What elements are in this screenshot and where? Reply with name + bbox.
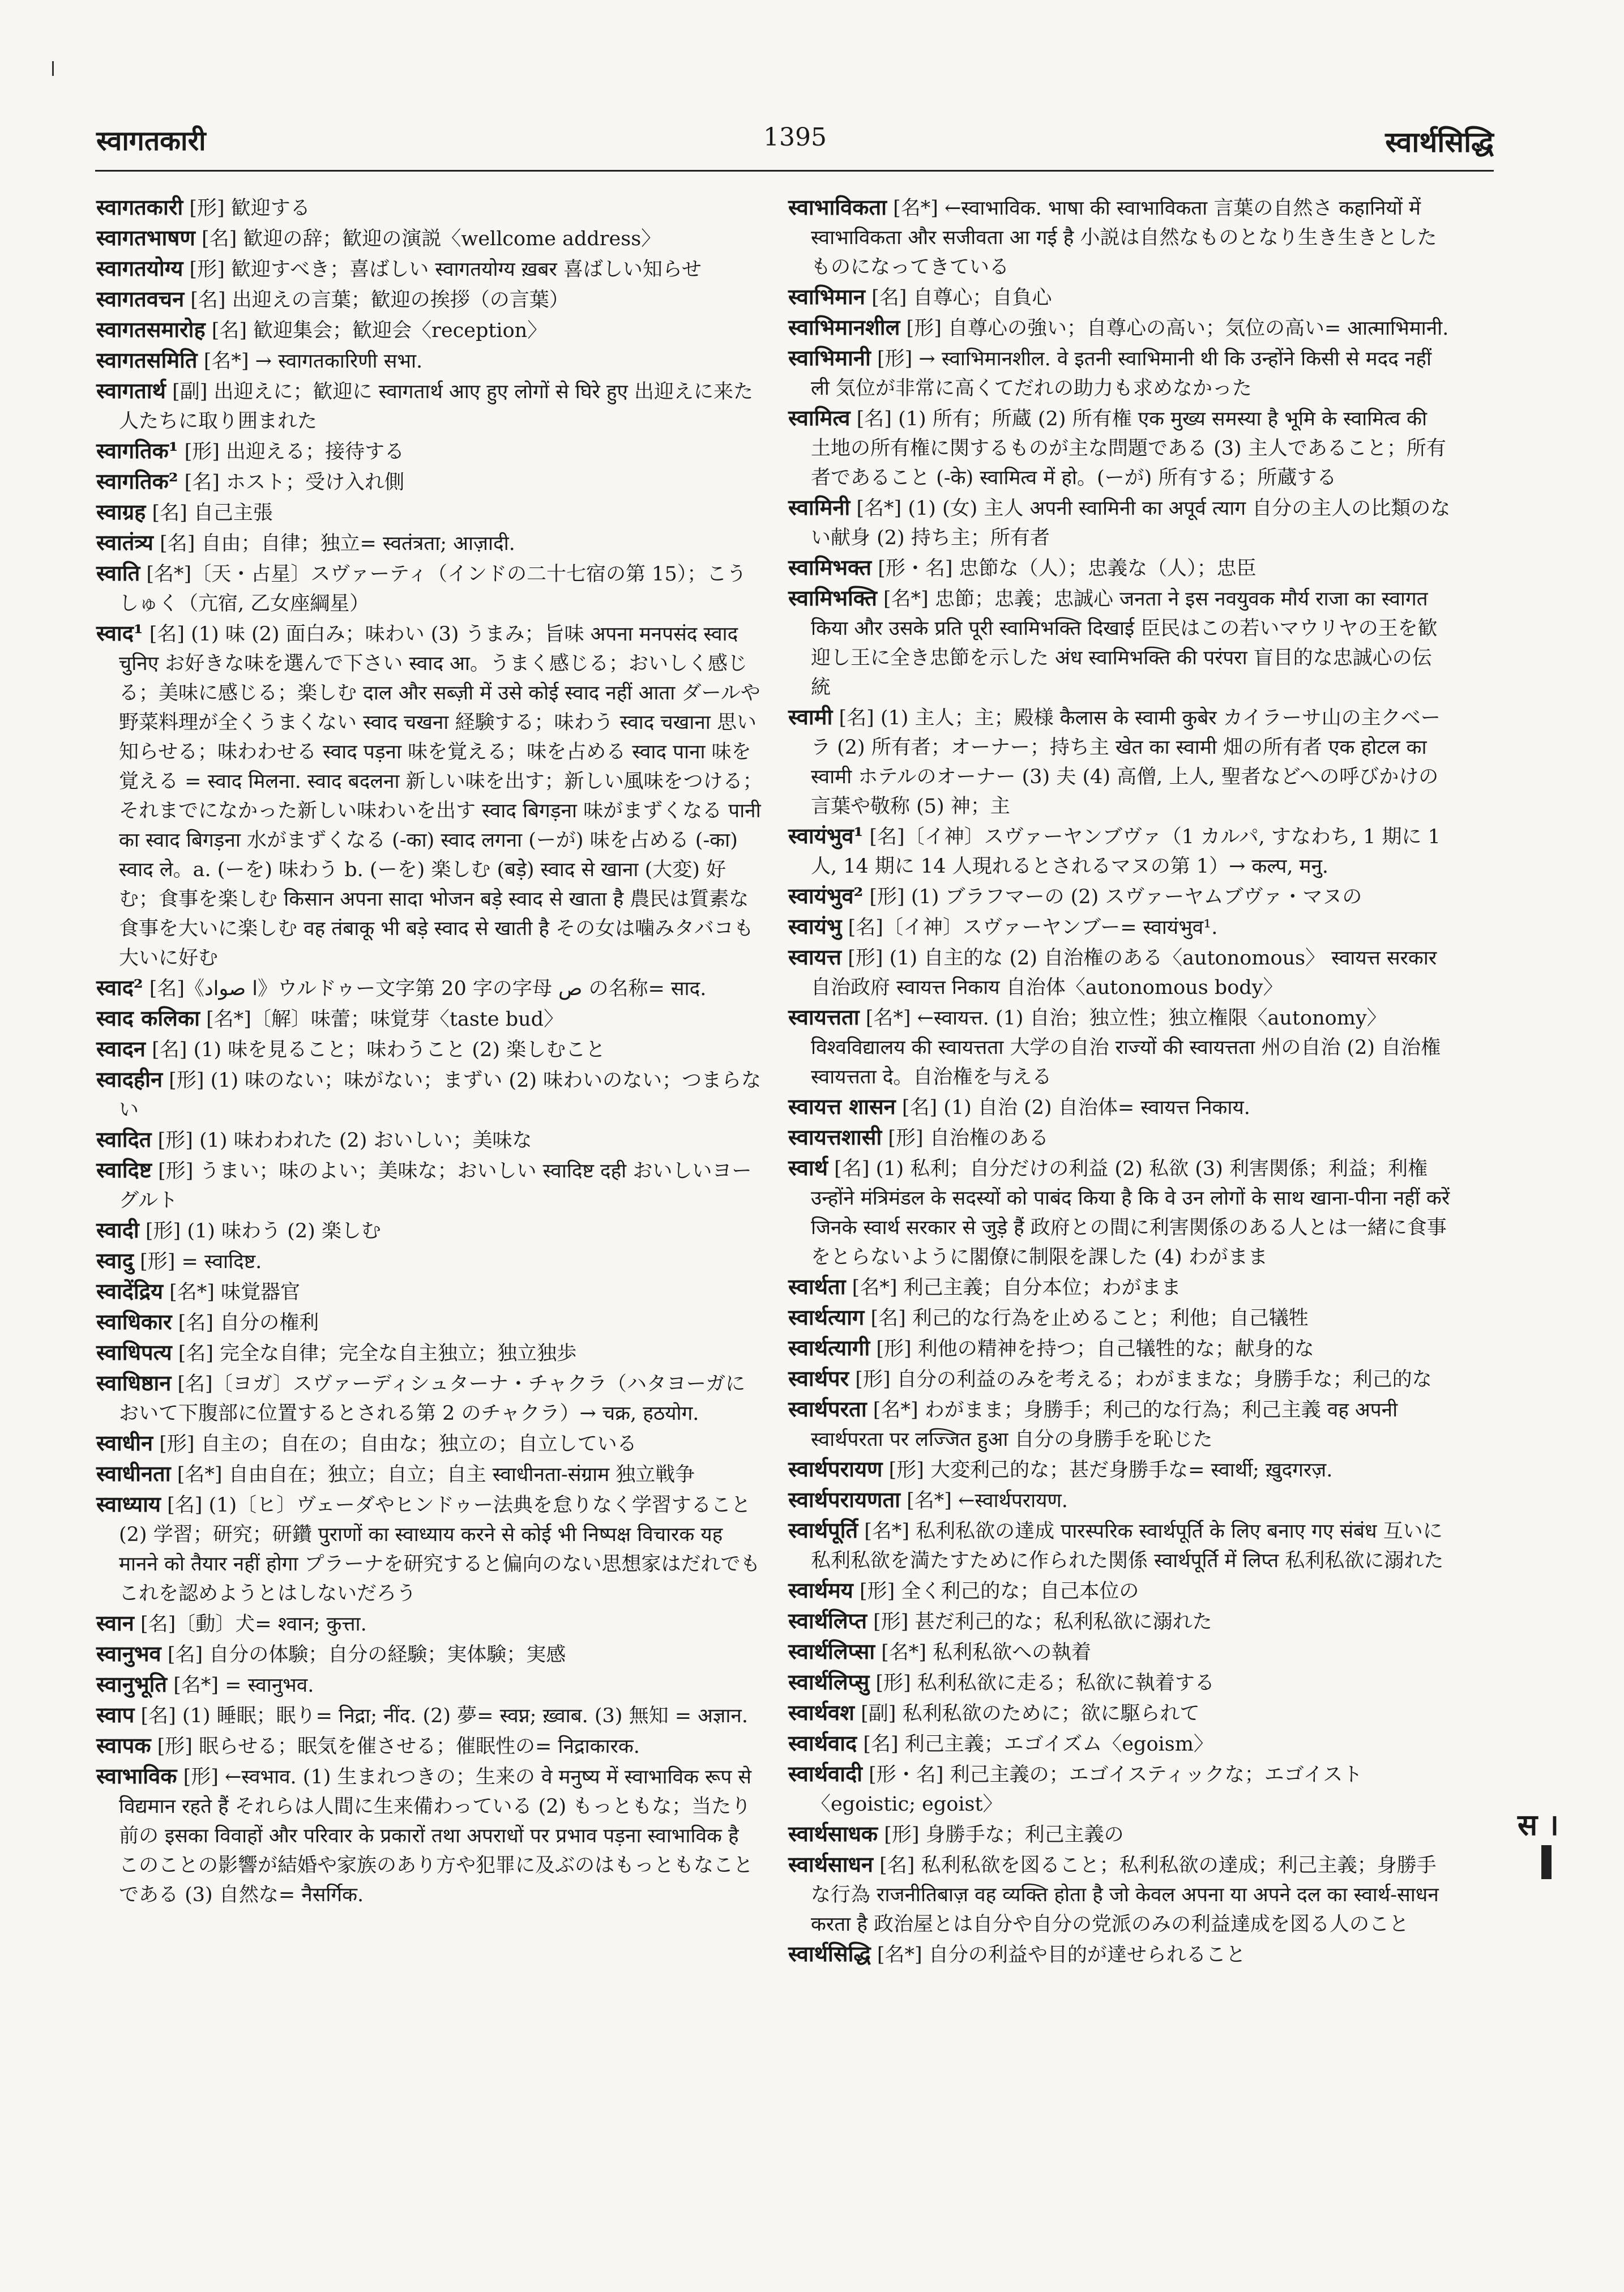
dictionary-entry (96, 1639, 764, 1670)
headword: स्वामी (788, 704, 833, 729)
thumb-index-letter: स । (1518, 1808, 1559, 1842)
headword: स्वादित (96, 1126, 152, 1152)
dictionary-entry (96, 1307, 764, 1338)
dictionary-entry (788, 1637, 1451, 1667)
headword: स्वाभिमानी (788, 345, 871, 370)
dictionary-entry (788, 1454, 1451, 1485)
dictionary-entry (788, 1092, 1451, 1122)
headword: स्वाधीनता (96, 1461, 171, 1486)
entry-definition: [形] 歓迎する (183, 197, 310, 220)
entry-definition: [形] 利他の精神を持つ；自己犠牲的な；献身的な (870, 1338, 1314, 1360)
headword: स्वायंभुव² (788, 883, 864, 908)
dictionary-entry (96, 436, 764, 467)
entry-definition: [形] ←स्वभाव. (1) 生まれつきの；生来の वे मनुष्य में स्वाभाविक रूप से विद्यमान रहते हैं それらは人間に生来備わっている (2) もっともな；当たり前の इसका विवाहों और परिवार के प्रकारों तथा अपराधों पर प्रभाव पड़ना स्वाभाविक है このことの影響が結婚や家族のあり方や犯罪に及ぶのはもっともなことである (3) 自然な= नैसर्गिक. (119, 1766, 754, 1906)
dictionary-entry (788, 1667, 1451, 1698)
entry-definition: [名*]〔天・占星〕スヴァーティ（インドの二十七宿の第 15）；こうしゅく（亢宿, 乙女座綱星） (119, 563, 747, 615)
entry-definition: [名] 出迎えの言葉；歓迎の挨拶（の言葉） (184, 289, 569, 311)
entry-definition: [形] (1) 味わう (2) 楽しむ (139, 1220, 381, 1243)
headword: स्वायत्तता (788, 1004, 860, 1030)
headword: स्वार्थलिप्त (788, 1608, 867, 1633)
entry-definition: [名*] = स्वानुभव. (167, 1674, 314, 1697)
dictionary-entry (96, 528, 764, 558)
entry-definition: [名*] 味覚器官 (163, 1281, 301, 1304)
entry-definition: [名] 自分の権利 (172, 1312, 319, 1334)
dictionary-entry (788, 1850, 1451, 1939)
entry-definition: [名] 自尊心；自負心 (865, 287, 1052, 309)
dictionary-entry (96, 1700, 764, 1731)
dictionary-entry (96, 467, 764, 497)
dictionary-entry (788, 1939, 1451, 1970)
headword: स्वाप (96, 1702, 135, 1727)
dictionary-entry (788, 1485, 1451, 1516)
headword: स्वादिष्ट (96, 1157, 152, 1183)
dictionary-entry (96, 1731, 764, 1761)
dictionary-entry (96, 1215, 764, 1246)
entry-definition: [名] (1) 味を見ること；味わうこと (2) 楽しむこと (146, 1039, 606, 1061)
dictionary-entry (788, 1394, 1451, 1454)
dictionary-entry (96, 1608, 764, 1639)
dictionary-entry (96, 1246, 764, 1277)
dictionary-entry (788, 313, 1451, 343)
headword: स्वार्थलिप्सा (788, 1638, 875, 1664)
entry-definition: [名] 自分の体験；自分の経験；実体験；実感 (161, 1644, 566, 1666)
entry-definition: [名*] ←स्वार्थपरायण. (900, 1489, 1068, 1512)
entry-definition: [名] (1) 所有；所蔵 (2) 所有権 एक मुख्य समस्या है भूमि के स्वामित्व की 土地の所有権に関するものが主な問題である (3) 主人であること；所有者であること (-के) स्वामित्व में हो。(ーが) 所有する；所蔵する (811, 408, 1446, 489)
entry-definition: [形] 身勝手な；利己主義の (878, 1824, 1124, 1846)
dictionary-entry (788, 1516, 1451, 1576)
corner-crop-mark (52, 61, 54, 76)
entry-definition: [副] 出迎えに；歓迎に स्वागतार्थ आए हुए लोगों से घिरे हुए 出迎えに来た人たちに取り囲まれた (119, 381, 754, 433)
dictionary-entry (96, 1338, 764, 1368)
dictionary-entry (96, 1489, 764, 1608)
entry-definition: [形] 大変利己的な；甚だ身勝手な= स्वार्थी; ख़ुदगरज़. (882, 1459, 1333, 1482)
dictionary-entry (788, 1576, 1451, 1606)
headword: स्वार्थवश (788, 1700, 855, 1725)
entry-definition: [名] 歓迎集会；歓迎会〈reception〉 (205, 319, 548, 342)
headword: स्वार्थवाद (788, 1730, 857, 1756)
entry-definition: [形] 全く利己的な；自己本位の (853, 1580, 1139, 1603)
headword: स्वामिभक्ति (788, 585, 877, 611)
headword: स्वाभाविक (96, 1763, 177, 1789)
headword: स्वाधिष्ठान (96, 1370, 172, 1395)
entry-definition: [形] 自治権のある (882, 1127, 1049, 1150)
entry-definition: [形] 出迎える；接待する (178, 441, 405, 463)
entry-definition: [名*] 私利私欲の達成 पारस्परिक स्वार्थपूर्ति के लिए बनाए गए संबंध 互いに私利私欲を満たすために作られた関係 स्वार्थपूर्ति में लिप्त 私利私欲に溺れた (811, 1520, 1444, 1572)
dictionary-entry (96, 1761, 764, 1910)
entry-definition: [名] (1) 味 (2) 面白み；味わい (3) うまみ；旨味 अपना मनपसंद स्वाद चुनिए お好きな味を選んで下さい स्वाद आ。うまく感じる；おいしく感じる；美味に感じる；楽しむ दाल और सब्ज़ी में उसे कोई स्वाद नहीं आता ダールや野菜料理が全くうまくない स्वाद चखना 経験する；味わう स्वाद चखाना 思い知らせる；味わわせる स्वाद पड़ना 味を覚える；味を占める स्वाद पाना 味を覚える = स्वाद मिलना. स्वाद बदलना 新しい味を出す；新しい風味をつける；それまでになかった新しい味わいを出す स्वाद बिगड़ना 味がまずくなる पानी का स्वाद बिगड़ना 水がまずくなる (-का) स्वाद लगना (ーが) 味を占める (-का) स्वाद ले。a. (ーを) 味わう b. (ーを) 楽しむ (बड़े) स्वाद से खाना (大変) 好む；食事を楽しむ किसान अपना सादा भोजन बड़े स्वाद से खाता है 農民は質素な食事を大いに楽しむ वह तंबाकू भी बड़े स्वाद से खाती है その女は噛みタバコも大いに好む (119, 623, 763, 970)
entry-definition: [名]〔ヨガ〕スヴァーディシュターナ・チャクラ（ハタヨーガにおいて下腹部に位置するとされる第 2 のチャクラ）→ चक्र, हठयोग. (119, 1373, 746, 1425)
headword: स्वामिनी (788, 494, 851, 520)
dictionary-entry (788, 583, 1451, 702)
entry-definition: [形] 甚だ利己的な；私利私欲に溺れた (867, 1611, 1212, 1633)
dictionary-entry (788, 193, 1451, 282)
headword: स्वाभिमानशील (788, 314, 900, 340)
entry-definition: [形] 自尊心の強い；自尊心の高い；気位の高い= आत्माभिमानी. (900, 317, 1449, 340)
headword: स्वादहीन (96, 1066, 163, 1092)
entry-definition: [名] ホスト；受け入れ側 (178, 471, 405, 494)
entry-definition: [形] (1) 味のない；味がない；まずい (2) 味わいのない；つまらない (119, 1069, 762, 1121)
headword: स्वार्थपरता (788, 1396, 867, 1422)
dictionary-entry (788, 1272, 1451, 1303)
entry-definition: [形・名] 利己主義の；エゴイスティックな；エゴイスト〈egoistic; egoist〉 (811, 1764, 1363, 1816)
entry-definition: [形] (1) ブラフマーの (2) スヴァーヤムブヴァ・マヌの (863, 886, 1362, 908)
left-column (96, 193, 764, 1910)
headword: स्वार्थपरायणता (788, 1487, 901, 1512)
headword: स्वाभिमान (788, 284, 865, 309)
dictionary-entry (96, 345, 764, 376)
dictionary-entry (96, 558, 764, 618)
page-number: 1395 (763, 123, 827, 152)
dictionary-entry (788, 1819, 1451, 1850)
headword: स्वामित्व (788, 405, 851, 430)
entry-definition: [形] 自分の利益のみを考える；わがままな；身勝手な；利己的な (849, 1368, 1432, 1391)
headword: स्वायत्त शासन (788, 1094, 896, 1119)
headword: स्वायंभु (788, 914, 842, 939)
dictionary-entry (96, 1277, 764, 1307)
headword: स्वार्थसाधन (788, 1851, 874, 1877)
dictionary-entry (96, 1428, 764, 1459)
headword: स्वागतकारी (96, 194, 183, 220)
dictionary-entry (788, 1303, 1451, 1333)
entry-definition: [形] (1) 自主的な (2) 自治権のある〈autonomous〉 स्वायत्त सरकार 自治政府 स्वायत्त निकाय 自治体〈autonomous body〉 (811, 947, 1437, 999)
dictionary-entry (96, 973, 764, 1004)
dictionary-entry (96, 1004, 764, 1034)
headword: स्वागतयोग्य (96, 255, 183, 281)
dictionary-entry (788, 1333, 1451, 1364)
header-left-guideword: स्वागतकारी (96, 125, 206, 157)
dictionary-entry (96, 223, 764, 254)
entry-definition: [名] 利己主義；エゴイズム〈egoism〉 (857, 1733, 1213, 1756)
dictionary-entry (96, 1670, 764, 1700)
dictionary-entry (788, 493, 1451, 553)
dictionary-entry (788, 1728, 1451, 1759)
headword: स्वाति (96, 560, 140, 586)
headword: स्वार्थत्यागी (788, 1335, 870, 1360)
entry-definition: [名*] 私利私欲への執着 (875, 1641, 1092, 1664)
entry-definition: [名*]〔解〕味蕾；味覚芽〈taste bud〉 (199, 1008, 564, 1031)
dictionary-entry (788, 553, 1451, 583)
headword: स्वागतवचन (96, 286, 185, 311)
headword: स्वादी (96, 1217, 139, 1243)
dictionary-entry (96, 1459, 764, 1489)
entry-definition: [名*] ←स्वाभाविक. भाषा की स्वाभाविकता 言葉の自然さ कहानियों में स्वाभाविकता और सजीवता आ गई है 小説は自然なものとなり生き生きとしたものになってきている (811, 197, 1437, 279)
entry-definition: [形] → स्वाभिमानशील. वे इतनी स्वाभिमानी थी कि उन्होंने किसी से मदद नहीं ली 気位が非常に高くてだれの助力も求めなかった (811, 348, 1432, 400)
entry-definition: [名] 完全な自律；完全な自主独立；独立独歩 (172, 1342, 577, 1365)
entry-definition: [名*] 自分の利益や目的が達せられること (870, 1944, 1246, 1966)
headword: स्वादेंद्रिय (96, 1278, 163, 1304)
headword: स्वाद² (96, 975, 143, 1000)
entry-definition: [名]〔動〕犬= श्वान; कुत्ता. (134, 1613, 367, 1636)
dictionary-entry (96, 1034, 764, 1065)
headword: स्वागतसमारोह (96, 317, 206, 342)
dictionary-entry (788, 912, 1451, 942)
entry-definition: [名*] (1) (女) 主人 अपनी स्वामिनी का अपूर्व त्याग 自分の主人の比類のない献身 (2) 持ち主；所有者 (811, 497, 1451, 549)
dictionary-entry (788, 282, 1451, 313)
dictionary-entry (788, 343, 1451, 403)
headword: स्वायत्तशासी (788, 1124, 882, 1150)
dictionary-entry (96, 618, 764, 973)
headword: स्वानुभव (96, 1641, 161, 1666)
headword: स्वागतसमिति (96, 347, 198, 373)
entry-definition: [形・名] 忠節な（人）；忠義な（人）；忠臣 (871, 557, 1257, 580)
headword: स्वागतभाषण (96, 225, 195, 250)
entry-definition: [名*] → स्वागतकारिणी सभा. (197, 350, 423, 373)
entry-definition: [形] 眠らせる；眠気を催させる；催眠性の= निद्राकारक. (151, 1735, 640, 1758)
entry-definition: [名*] 忠節；忠義；忠誠心 जनता ने इस नवयुवक मौर्य राजा का स्वागत किया और उसके प्रति पूरी स्वामिभक्ति दिखाई 臣民はこの若いマウリヤの王を歓迎し王に全き忠節を示した अंध स्वामिभक्ति की परंपरा 盲目的な忠誠心の伝統 (811, 588, 1438, 699)
headword: स्वायंभुव¹ (788, 823, 864, 848)
headword: स्वान (96, 1610, 134, 1636)
right-column (788, 193, 1451, 1970)
headword: स्वार्थत्याग (788, 1304, 865, 1330)
entry-definition: [副] 私利私欲のために；欲に駆られて (854, 1702, 1200, 1725)
entry-definition: [名] (1) 私利；自分だけの利益 (2) 私欲 (3) 利害関係；利益；利権 उन्होंने मंत्रिमंडल के सदस्यों को पाबंद किया है कि वे उन लोगों के साथ खाना-पीना नहीं करें जिनके स्वार्थ सरकार से जुड़े हैं 政府との間に利害関係のある人とは一緒に食事をとらないように閣僚に制限を課した (4) わがまま (811, 1158, 1450, 1269)
entry-definition: [形] うまい；味のよい；美味な；おいしい स्वादिष्ट दही おいしいヨーグルト (119, 1160, 752, 1212)
dictionary-entry (96, 376, 764, 436)
thumb-index-mark (1541, 1845, 1552, 1879)
headword: स्वार्थवादी (788, 1761, 863, 1786)
dictionary-entry (788, 1698, 1451, 1728)
entry-definition: [名*] 自由自在；独立；自立；自主 स्वाधीनता-संग्राम 独立戦争 (170, 1463, 695, 1486)
entry-definition: [名*] わがまま；身勝手；利己的な行為；利己主義 वह अपनी स्वार्थपरता पर लज्जित हुआ 自分の身勝手を恥じた (811, 1399, 1398, 1451)
page-header (96, 122, 1494, 173)
headword: स्वाधिपत्य (96, 1339, 172, 1365)
headword: स्वार्थसाधक (788, 1821, 878, 1846)
dictionary-entry (96, 1065, 764, 1125)
entry-definition: [名*] 利己主義；自分本位；わがまま (845, 1277, 1181, 1299)
entry-definition: [形] 歓迎すべき；喜ばしい स्वागतयोग्य ख़बर 喜ばしい知らせ (183, 258, 702, 281)
dictionary-entry (788, 1153, 1451, 1272)
entry-definition: [名] 自由；自律；独立= स्वतंत्रता; आज़ादी. (153, 532, 515, 555)
dictionary-entry (788, 1759, 1451, 1819)
headword: स्वापक (96, 1732, 151, 1758)
dictionary-entry (788, 702, 1451, 821)
headword: स्वादन (96, 1036, 146, 1061)
headword: स्वार्थमय (788, 1577, 853, 1603)
headword: स्वाधिकार (96, 1309, 172, 1334)
headword: स्वागतिक² (96, 468, 178, 494)
headword: स्वागतिक¹ (96, 438, 178, 463)
headword: स्वार्थ (788, 1155, 828, 1180)
entry-definition: [名] (1) 睡眠；眠り= निद्रा; नींद. (2) 夢= स्वप्न; ख़्वाब. (3) 無知 = अज्ञान. (134, 1705, 748, 1727)
dictionary-entry (788, 942, 1451, 1002)
headword: स्वाग्रह (96, 499, 146, 524)
entry-definition: [形] = स्वादिष्ट. (133, 1250, 262, 1273)
headword: स्वाद¹ (96, 620, 143, 646)
entry-definition: [名] (1) 主人；主；殿様 कैलास के स्वामी कुबेर カイラーサ山の主クベーラ (2) 所有者；オーナー；持ち主 खेत का स्वामी 畑の所有者 एक होटल का स्वामी ホテルのオーナー (3) 夫 (4) 高僧, 上人, 聖者などへの呼びかけの言葉や敬称 (5) 神；主 (811, 707, 1441, 818)
headword: स्वार्थपरायण (788, 1456, 883, 1482)
dictionary-entry (788, 1364, 1451, 1394)
entry-definition: [形] (1) 味わわれた (2) おいしい；美味な (151, 1129, 532, 1152)
entry-definition: [名]〔イ神〕スヴァーヤンブー= स्वायंभुव¹. (841, 916, 1218, 939)
headword: स्वार्थपूर्ति (788, 1517, 858, 1543)
headword: स्वाध्याय (96, 1491, 161, 1517)
entry-definition: [名] (1) 自治 (2) 自治体= स्वायत्त निकाय. (895, 1096, 1250, 1119)
headword: स्वार्थलिप्सु (788, 1669, 870, 1695)
headword: स्वागतार्थ (96, 378, 166, 403)
dictionary-entry (96, 497, 764, 528)
dictionary-entry (96, 193, 764, 223)
header-right-guideword: स्वार्थसिद्धि (1385, 125, 1494, 159)
headword: स्वातंत्र्य (96, 530, 153, 555)
entry-definition: [名] (1)〔ヒ〕ヴェーダやヒンドゥー法典を怠りなく学習すること (2) 学習；研究；研鑽 पुराणों का स्वाध्याय करने से कोई भी निष्पक्ष विचारक यह मानने को तैयार नहीं होगा プラーナを研究すると偏向のない思想家はだれでもこれを認めようとはしないだろう (119, 1494, 760, 1605)
entry-definition: [形] 私利私欲に走る；私欲に執着する (869, 1672, 1215, 1695)
dictionary-entry (96, 284, 764, 315)
entry-definition: [名] 歓迎の辞；歓迎の演説〈wellcome address〉 (195, 228, 661, 250)
dictionary-entry (96, 254, 764, 284)
headword: स्वार्थपर (788, 1365, 849, 1391)
dictionary-entry (96, 1125, 764, 1155)
dictionary-entry (96, 1155, 764, 1215)
dictionary-entry (96, 315, 764, 345)
headword: स्वायत्त (788, 944, 842, 970)
dictionary-entry (788, 881, 1451, 912)
headword: स्वानुभूति (96, 1671, 168, 1697)
headword: स्वामिभक्त (788, 554, 872, 580)
headword: स्वार्थसिद्धि (788, 1941, 871, 1966)
dictionary-entry (788, 403, 1451, 493)
headword: स्वाभाविकता (788, 194, 887, 220)
dictionary-entry (788, 1606, 1451, 1637)
headword: स्वादु (96, 1248, 134, 1273)
header-rule (95, 170, 1494, 172)
dictionary-entry (788, 821, 1451, 881)
entry-definition: [名]《ا صواد》ウルドゥー文字第 20 字の字母 ص の名称= साद. (143, 978, 707, 1000)
entry-definition: [名] 利己的な行為を止めること；利他；自己犠牲 (864, 1307, 1309, 1330)
entry-definition: [形] 自主の；自在の；自由な；独立の；自立している (153, 1433, 637, 1456)
entry-definition: [名]〔イ神〕スヴァーヤンブヴァ（1 カルパ, すなわち, 1 期に 1 人, 14 期に 14 人現れるとされるマヌの第 1）→ कल्प, मनु. (811, 826, 1441, 878)
dictionary-entry (96, 1368, 764, 1428)
dictionary-entry (788, 1002, 1451, 1092)
entry-definition: [名] 私利私欲を図ること；私利私欲の達成；利己主義；身勝手な行為 राजनीतिबाज़ वह व्यक्ति होता है जो केवल अपना या अपने दल का स्वार्थ-साधन करता है 政治屋とは自分や自分の党派のみの利益達成を図る人のこと (811, 1854, 1439, 1936)
headword: स्वार्थता (788, 1274, 846, 1299)
dictionary-entry (788, 1122, 1451, 1153)
headword: स्वाधीन (96, 1430, 153, 1456)
entry-definition: [名*] ←स्वायत्त. (1) 自治；独立性；独立権限〈autonomy〉 विश्वविद्यालय की स्वायत्तता 大学の自治 राज्यों की स्वायत्तता 州の自治 (2) 自治権 स्वायत्तता दे。自治権を与える (811, 1007, 1441, 1089)
entry-definition: [名] 自己主張 (146, 502, 273, 524)
headword: स्वाद कलिका (96, 1005, 200, 1031)
